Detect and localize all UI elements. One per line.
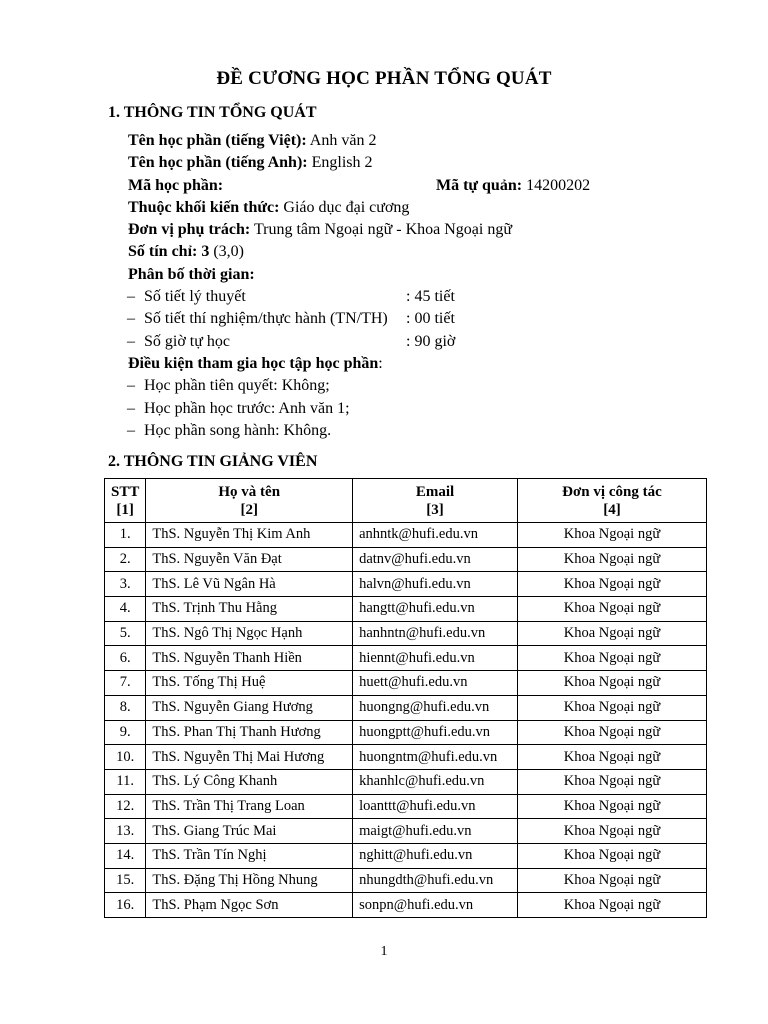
general-info-block	[128, 130, 688, 442]
cell-email: huongptt@hufi.edu.vn	[353, 720, 518, 745]
cell-unit: Khoa Ngoại ngữ	[517, 547, 706, 572]
cell-stt: 2.	[105, 547, 146, 572]
table-row	[105, 695, 707, 720]
time-item-value: : 45 tiết	[406, 288, 455, 306]
responsible-unit	[128, 219, 688, 241]
table-row	[105, 893, 707, 918]
table-row	[105, 868, 707, 893]
cell-unit: Khoa Ngoại ngữ	[517, 597, 706, 622]
header-email	[353, 479, 518, 523]
cell-unit: Khoa Ngoại ngữ	[517, 843, 706, 868]
conditions-heading	[128, 353, 688, 375]
cell-name: ThS. Đặng Thị Hồng Nhung	[146, 868, 353, 893]
cell-email: anhntk@hufi.edu.vn	[353, 523, 518, 548]
condition-item	[128, 375, 688, 397]
self-code-value: 14200202	[526, 176, 591, 194]
cell-unit: Khoa Ngoại ngữ	[517, 646, 706, 671]
course-name-en-label: Tên học phần (tiếng Anh):	[128, 154, 308, 172]
condition-item	[128, 398, 688, 420]
cell-unit: Khoa Ngoại ngữ	[517, 893, 706, 918]
cell-name: ThS. Trần Thị Trang Loan	[146, 794, 353, 819]
conditions-colon: :	[378, 354, 383, 372]
time-item-label: Số tiết thí nghiệm/thực hành (TN/TH)	[144, 310, 388, 328]
credits-detail: (3,0)	[213, 243, 244, 261]
page-number: 1	[380, 944, 388, 959]
cell-name: ThS. Nguyễn Giang Hương	[146, 695, 353, 720]
cell-unit: Khoa Ngoại ngữ	[517, 671, 706, 696]
cell-unit: Khoa Ngoại ngữ	[517, 819, 706, 844]
time-item	[128, 308, 688, 330]
lecturer-table-body	[105, 523, 707, 918]
cell-email: nhungdth@hufi.edu.vn	[353, 868, 518, 893]
header-label: STT	[111, 483, 140, 500]
table-row	[105, 572, 707, 597]
conditions-label: Điều kiện tham gia học tập học phần	[128, 354, 379, 372]
cell-name: ThS. Phạm Ngọc Sơn	[146, 893, 353, 918]
cell-email: khanhlc@hufi.edu.vn	[353, 769, 518, 794]
cell-stt: 3.	[105, 572, 146, 597]
cell-name: ThS. Nguyễn Thị Kim Anh	[146, 523, 353, 548]
cell-email: hangtt@hufi.edu.vn	[353, 597, 518, 622]
header-index: [2]	[240, 501, 258, 518]
header-label: Email	[415, 483, 455, 500]
cell-stt: 8.	[105, 695, 146, 720]
table-row	[105, 621, 707, 646]
knowledge-label: Thuộc khối kiến thức:	[128, 198, 280, 216]
cell-name: ThS. Trần Tín Nghị	[146, 843, 353, 868]
time-item-label: Số giờ tự học	[144, 332, 231, 350]
cell-email: hiennt@hufi.edu.vn	[353, 646, 518, 671]
header-label: Họ và tên	[218, 483, 281, 500]
cell-email: nghitt@hufi.edu.vn	[353, 843, 518, 868]
time-allocation	[128, 264, 688, 286]
table-row	[105, 745, 707, 770]
header-label: Đơn vị công tác	[562, 483, 662, 500]
cell-email: maigt@hufi.edu.vn	[353, 819, 518, 844]
cell-name: ThS. Phan Thị Thanh Hương	[146, 720, 353, 745]
header-stt	[105, 479, 146, 523]
course-code-label: Mã học phần:	[128, 176, 224, 194]
time-label: Phân bố thời gian:	[128, 265, 255, 283]
header-index: [4]	[603, 501, 621, 518]
cell-stt: 5.	[105, 621, 146, 646]
condition-item	[128, 420, 688, 442]
cell-stt: 10.	[105, 745, 146, 770]
credits	[128, 241, 688, 263]
dash-bullet: –	[127, 332, 135, 350]
cell-name: ThS. Nguyễn Thị Mai Hương	[146, 745, 353, 770]
cell-stt: 11.	[105, 769, 146, 794]
cell-stt: 13.	[105, 819, 146, 844]
cell-unit: Khoa Ngoại ngữ	[517, 769, 706, 794]
cell-email: huongng@hufi.edu.vn	[353, 695, 518, 720]
cell-name: ThS. Trịnh Thu Hằng	[146, 597, 353, 622]
cell-stt: 16.	[105, 893, 146, 918]
cell-unit: Khoa Ngoại ngữ	[517, 745, 706, 770]
table-row	[105, 597, 707, 622]
cell-unit: Khoa Ngoại ngữ	[517, 720, 706, 745]
cell-stt: 14.	[105, 843, 146, 868]
cell-email: halvn@hufi.edu.vn	[353, 572, 518, 597]
dash-bullet: –	[127, 399, 135, 417]
header-index: [1]	[116, 501, 134, 518]
unit-label: Đơn vị phụ trách:	[128, 221, 251, 239]
cell-unit: Khoa Ngoại ngữ	[517, 868, 706, 893]
table-row	[105, 523, 707, 548]
table-row	[105, 671, 707, 696]
section-heading-lecturer-info: 2. THÔNG TIN GIẢNG VIÊN	[108, 453, 318, 470]
cell-email: sonpn@hufi.edu.vn	[353, 893, 518, 918]
cell-unit: Khoa Ngoại ngữ	[517, 794, 706, 819]
self-code	[436, 175, 590, 197]
credits-label: Số tín chỉ:	[128, 243, 198, 261]
course-name-en-value: English 2	[311, 154, 373, 172]
cell-unit: Khoa Ngoại ngữ	[517, 695, 706, 720]
dash-bullet: –	[127, 377, 135, 395]
header-name	[146, 479, 353, 523]
condition-text: Học phần học trước: Anh văn 1;	[144, 399, 350, 417]
document-title: ĐỀ CƯƠNG HỌC PHẦN TỔNG QUÁT	[216, 68, 552, 89]
cell-name: ThS. Nguyễn Văn Đạt	[146, 547, 353, 572]
cell-email: huett@hufi.edu.vn	[353, 671, 518, 696]
course-name-vi-label: Tên học phần (tiếng Việt):	[128, 132, 307, 149]
cell-name: ThS. Lê Vũ Ngân Hà	[146, 572, 353, 597]
header-unit	[517, 479, 706, 523]
cell-unit: Khoa Ngoại ngữ	[517, 621, 706, 646]
cell-name: ThS. Lý Công Khanh	[146, 769, 353, 794]
cell-stt: 12.	[105, 794, 146, 819]
header-index: [3]	[426, 501, 444, 518]
condition-text: Học phần tiên quyết: Không;	[144, 377, 330, 395]
cell-email: hanhntn@hufi.edu.vn	[353, 621, 518, 646]
cell-name: ThS. Nguyễn Thanh Hiền	[146, 646, 353, 671]
table-header-row	[105, 479, 707, 523]
table-row	[105, 720, 707, 745]
cell-name: ThS. Tống Thị Huệ	[146, 671, 353, 696]
knowledge-block	[128, 197, 688, 219]
cell-unit: Khoa Ngoại ngữ	[517, 572, 706, 597]
course-name-vi	[128, 130, 688, 152]
dash-bullet: –	[127, 310, 135, 328]
table-row	[105, 547, 707, 572]
unit-value: Trung tâm Ngoại ngữ - Khoa Ngoại ngữ	[253, 221, 512, 239]
cell-stt: 4.	[105, 597, 146, 622]
table-row	[105, 646, 707, 671]
cell-email: loanttt@hufi.edu.vn	[353, 794, 518, 819]
lecturer-table	[104, 478, 707, 918]
course-name-en	[128, 152, 688, 174]
cell-stt: 7.	[105, 671, 146, 696]
time-item-value: : 90 giờ	[406, 332, 456, 350]
cell-name: ThS. Giang Trúc Mai	[146, 819, 353, 844]
course-name-vi-value: Anh văn 2	[309, 132, 377, 149]
cell-email: huongntm@hufi.edu.vn	[353, 745, 518, 770]
cell-stt: 6.	[105, 646, 146, 671]
dash-bullet: –	[127, 288, 135, 306]
cell-email: datnv@hufi.edu.vn	[353, 547, 518, 572]
course-code	[128, 175, 688, 197]
time-item	[128, 331, 688, 353]
cell-stt: 1.	[105, 523, 146, 548]
section-heading-general-info: 1. THÔNG TIN TỔNG QUÁT	[108, 104, 317, 121]
dash-bullet: –	[127, 421, 135, 439]
time-item	[128, 286, 688, 308]
table-row	[105, 843, 707, 868]
cell-unit: Khoa Ngoại ngữ	[517, 523, 706, 548]
self-code-label: Mã tự quản:	[436, 176, 523, 194]
condition-text: Học phần song hành: Không.	[144, 421, 332, 439]
table-row	[105, 794, 707, 819]
time-item-value: : 00 tiết	[406, 310, 455, 328]
knowledge-value: Giáo dục đại cương	[283, 198, 410, 216]
credits-value: 3	[201, 243, 210, 261]
cell-name: ThS. Ngô Thị Ngọc Hạnh	[146, 621, 353, 646]
time-item-label: Số tiết lý thuyết	[144, 288, 246, 306]
table-row	[105, 819, 707, 844]
cell-stt: 15.	[105, 868, 146, 893]
table-row	[105, 769, 707, 794]
cell-stt: 9.	[105, 720, 146, 745]
